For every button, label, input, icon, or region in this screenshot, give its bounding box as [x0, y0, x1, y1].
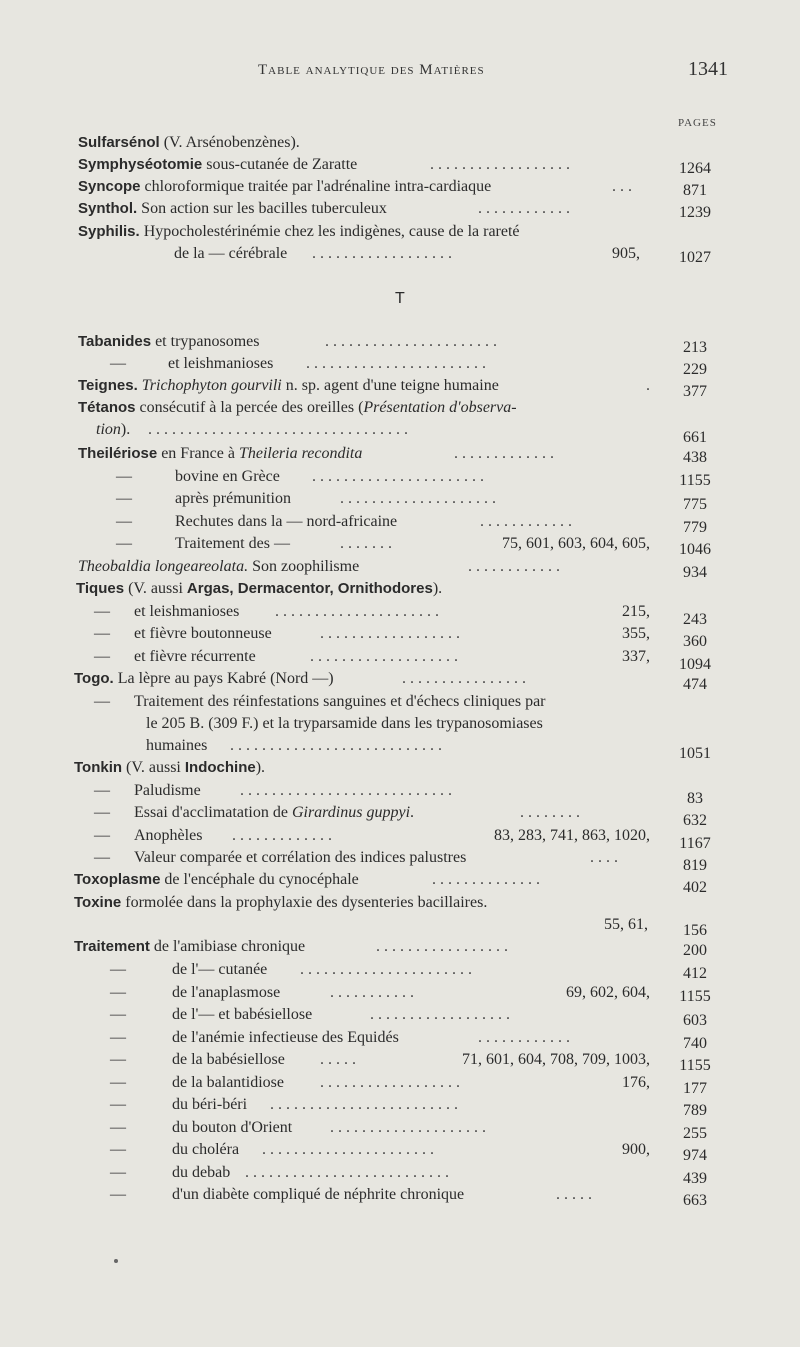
leader-dots: . . . . . . . . . . . . . . . . . . . . . . [300, 961, 472, 978]
page-ref: 1155 [679, 1057, 711, 1074]
leader-dots: . . . . . . . . . . . . . . . . . . . . . . . . . . . [240, 782, 452, 799]
page-refs: 355, [622, 625, 650, 642]
page-ref: 377 [683, 383, 707, 400]
section-letter: T [395, 290, 405, 307]
page-refs: 71, 601, 604, 708, 709, 1003, [462, 1051, 650, 1068]
page-ref: 213 [683, 339, 707, 356]
index-entry: Teignes. Trichophyton gourvili n. sp. agent d'une teigne humaine . 377 [0, 375, 800, 397]
page-ref: 819 [683, 857, 707, 874]
index-entry: Togo. La lèpre au pays Kabré (Nord —) . . . . . . . . . . . . . . . . 474 [0, 668, 800, 690]
page-ref: 934 [683, 564, 707, 581]
index-subentry: — Traitement des — . . . . . . . 75, 601, 603, 604, 605, 1046 [0, 533, 800, 555]
index-subentry: — et leishmanioses . . . . . . . . . . . . . . . . . . . . . . . 229 [0, 353, 800, 375]
index-entry-continuation: le 205 B. (309 F.) et la tryparsamide dans les trypanosomiases [146, 715, 543, 732]
page-ref: 1239 [679, 204, 711, 221]
page-ref: 200 [683, 942, 707, 959]
page-ref: 360 [683, 633, 707, 650]
page-ref: 663 [683, 1192, 707, 1209]
page-ref: 156 [683, 922, 707, 939]
index-entry: Tétanos consécutif à la percée des oreilles (Présentation d'observa- [78, 399, 517, 416]
index-subentry: — bovine en Grèce . . . . . . . . . . . . . . . . . . . . . . 1155 [0, 466, 800, 488]
leader-dots: . . . . . . . . . . . . . . . . . . . . [340, 490, 496, 507]
index-subentry: — du bouton d'Orient . . . . . . . . . . . . . . . . . . . . 255 [0, 1117, 800, 1139]
leader-dots: . . . . . . . . . . . [330, 984, 414, 1001]
page-refs: 83, 283, 741, 863, 1020, [494, 827, 650, 844]
leader-dots: . . . . . . . . . . . . . . . . . . [320, 625, 460, 642]
index-entry-continuation [0, 914, 800, 939]
leader-dots: . . . . . . . . . . . . [478, 1029, 570, 1046]
index-subentry: — Essai d'acclimatation de Girardinus guppyi. . . . . . . . . 632 [0, 802, 800, 824]
index-entry-continuation: tion). . . . . . . . . . . . . . . . . . . . . . . . . . . . . . . . . . 661 [0, 419, 800, 441]
page-refs: 905, [612, 245, 640, 262]
index-subentry: — Rechutes dans la — nord-africaine . . . . . . . . . . . . 779 [0, 511, 800, 533]
index-subentry: — de l'anémie infectieuse des Equidés . . . . . . . . . . . . 740 [0, 1027, 800, 1049]
page-refs: 176, [622, 1074, 650, 1091]
leader-dots: . . . [612, 178, 632, 195]
leader-dots: . . . . . . . . . . . . . [454, 445, 554, 462]
leader-dots: . . . . . . . . . . . . . . . . . . . . . . . . . . . [230, 737, 442, 754]
page-ref: 1094 [679, 656, 711, 673]
page-ref: 1051 [679, 745, 711, 762]
index-subentry: — Anophèles . . . . . . . . . . . . . 83, 283, 741, 863, 1020, 1167 [0, 825, 800, 847]
page-ref: 229 [683, 361, 707, 378]
page-refs: 900, [622, 1141, 650, 1158]
page-ref: 439 [683, 1170, 707, 1187]
index-entry: Tiques (V. aussi Argas, Dermacentor, Ornithodores). [76, 580, 443, 597]
leader-dots: . . . . . . . . . . . . . . . . . [376, 938, 508, 955]
page-ref: 438 [683, 449, 707, 466]
leader-dots: . . . . . . . . . . . . . . . . . . . . . . . . . . . . . . . . . [148, 421, 408, 438]
page-ref: 789 [683, 1102, 707, 1119]
index-entry: Syncope chloroformique traitée par l'adrénaline intra-cardiaque . . . 871 [0, 176, 800, 198]
leader-dots: . . . . . . . . . . . . . . . . . . . . . . . . [270, 1096, 458, 1113]
page-refs: 55, 61, [604, 916, 648, 933]
page-ref: 632 [683, 812, 707, 829]
index-subentry: — du debab . . . . . . . . . . . . . . . . . . . . . . . . . . 439 [0, 1162, 800, 1184]
index-subentry: — et leishmanioses . . . . . . . . . . . . . . . . . . . . . 215, 243 [0, 601, 800, 623]
leader-dots: . . . . . . . . . . . . [480, 513, 572, 530]
leader-dots: . . . . . . . . . . . . . . . . . . . . . . . . . . [245, 1164, 449, 1181]
leader-dots: . . . . . . . . . . . . . . . . . . [430, 156, 570, 173]
leader-dots: . . . . . . . . . . . . [478, 200, 570, 217]
leader-dots: . . . . . . . . [520, 804, 580, 821]
page-ref: 871 [683, 182, 707, 199]
running-header: Table analytique des Matières [258, 62, 485, 78]
index-subentry: — d'un diabète compliqué de néphrite chronique . . . . . 663 [0, 1184, 800, 1206]
leader-dots: . . . . . [320, 1051, 356, 1068]
leader-dots: . . . . . . . . . . . . . [232, 827, 332, 844]
leader-dots: . . . . . . . . . . . . . . . . . . . . . . [312, 468, 484, 485]
index-subentry: — de la babésiellose . . . . . 71, 601, 604, 708, 709, 1003, 1155 [0, 1049, 800, 1071]
page-ref: 740 [683, 1035, 707, 1052]
page-ref: 661 [683, 429, 707, 446]
index-subentry: — Traitement des réinfestations sanguines et d'échecs cliniques par [94, 693, 546, 710]
index-subentry: — Paludisme . . . . . . . . . . . . . . . . . . . . . . . . . . . 83 [0, 780, 800, 802]
index-subentry: — de l'anaplasmose . . . . . . . . . . . 69, 602, 604, 1155 [0, 982, 800, 1004]
pages-column-label: PAGES [678, 117, 717, 129]
leader-dots: . . . . . . . [340, 535, 392, 552]
page-ref: 255 [683, 1125, 707, 1142]
index-entry: Sulfarsénol (V. Arsénobenzènes). [78, 134, 300, 151]
leader-dots: . . . . . . . . . . . . [468, 558, 560, 575]
leader-dots: . . . . . . . . . . . . . . . . [402, 670, 526, 687]
leader-dots: . . . . . . . . . . . . . . . . . . [320, 1074, 460, 1091]
page-refs: 215, [622, 603, 650, 620]
index-subentry: — de la balantidiose . . . . . . . . . . . . . . . . . . 176, 177 [0, 1072, 800, 1094]
leader-dots: . . . . . . . . . . . . . . . . . . . . . [275, 603, 439, 620]
index-entry: Symphyséotomie sous-cutanée de Zaratte . . . . . . . . . . . . . . . . . . 1264 [0, 154, 800, 176]
leader-dots: . . . . . [556, 1186, 592, 1203]
index-entry: Theobaldia longeareolata. Son zoophilisme . . . . . . . . . . . . 934 [0, 556, 800, 578]
page-ref: 1046 [679, 541, 711, 558]
index-subentry: — et fièvre récurrente . . . . . . . . . . . . . . . . . . . 337, 1094 [0, 646, 800, 668]
leader-dots: . [646, 377, 650, 394]
ink-speck [114, 1259, 118, 1263]
page-ref: 779 [683, 519, 707, 536]
page-refs: 75, 601, 603, 604, 605, [502, 535, 650, 552]
page-number: 1341 [688, 58, 728, 80]
leader-dots: . . . . [590, 849, 618, 866]
index-subentry: — après prémunition . . . . . . . . . . . . . . . . . . . . 775 [0, 488, 800, 510]
index-entry: Traitement de l'amibiase chronique . . . . . . . . . . . . . . . . . 200 [0, 936, 800, 958]
page-refs: 337, [622, 648, 650, 665]
page-refs: 69, 602, 604, [566, 984, 650, 1001]
page-ref: 1027 [679, 249, 711, 266]
leader-dots: . . . . . . . . . . . . . . . . . . . . [330, 1119, 486, 1136]
leader-dots: . . . . . . . . . . . . . . . . . . [312, 245, 452, 262]
page-ref: 1155 [679, 988, 711, 1005]
leader-dots: . . . . . . . . . . . . . . . . . . . [310, 648, 458, 665]
page-ref: 1264 [679, 160, 711, 177]
index-subentry: — et fièvre boutonneuse . . . . . . . . . . . . . . . . . . 355, 360 [0, 623, 800, 645]
page-ref: 412 [683, 965, 707, 982]
page-ref: 603 [683, 1012, 707, 1029]
page-ref: 243 [683, 611, 707, 628]
page-ref: 474 [683, 676, 707, 693]
index-entry: Toxine formolée dans la prophylaxie des dysenteries bacillaires. [74, 894, 488, 911]
leader-dots: . . . . . . . . . . . . . . . . . . . . . . . [306, 355, 486, 372]
index-entry: Syphilis. Hypocholestérinémie chez les indigènes, cause de la rareté [78, 223, 520, 240]
leader-dots: . . . . . . . . . . . . . . . . . . . . . . [262, 1141, 434, 1158]
page-ref: 83 [687, 790, 703, 807]
index-entry-continuation: humaines . . . . . . . . . . . . . . . . . . . . . . . . . . . 1051 [0, 735, 800, 757]
leader-dots: . . . . . . . . . . . . . . . . . . . . . . [325, 333, 497, 350]
index-entry: Toxoplasme de l'encéphale du cynocéphale . . . . . . . . . . . . . . 402 [0, 869, 800, 891]
index-entry: Tonkin (V. aussi Indochine). [74, 759, 266, 776]
index-entry: Synthol. Son action sur les bacilles tuberculeux . . . . . . . . . . . . 1239 [0, 198, 800, 220]
page-ref: 1167 [679, 835, 711, 852]
index-subentry: — de l'— et babésiellose . . . . . . . . . . . . . . . . . . 603 [0, 1004, 800, 1026]
index-entry-continuation: de la — cérébrale . . . . . . . . . . . . . . . . . . 905, 1027 [0, 243, 800, 265]
index-subentry: — de l'— cutanée . . . . . . . . . . . . . . . . . . . . . . 412 [0, 959, 800, 981]
index-subentry: — Valeur comparée et corrélation des indices palustres . . . . 819 [0, 847, 800, 869]
index-subentry: — du béri-béri . . . . . . . . . . . . . . . . . . . . . . . . 789 [0, 1094, 800, 1116]
index-entry: Tabanides et trypanosomes . . . . . . . . . . . . . . . . . . . . . . 213 [0, 331, 800, 353]
page-ref: 177 [683, 1080, 707, 1097]
page-ref: 775 [683, 496, 707, 513]
index-subentry: — du choléra . . . . . . . . . . . . . . . . . . . . . . 900, 974 [0, 1139, 800, 1161]
page-ref: 974 [683, 1147, 707, 1164]
leader-dots: . . . . . . . . . . . . . . [432, 871, 540, 888]
entry-term: Sulfarsénol [78, 134, 160, 151]
leader-dots: . . . . . . . . . . . . . . . . . . [370, 1006, 510, 1023]
index-entry: Theilériose en France à Theileria recondita . . . . . . . . . . . . . 438 [0, 443, 800, 465]
page-ref: 1155 [679, 472, 711, 489]
page-ref: 402 [683, 879, 707, 896]
